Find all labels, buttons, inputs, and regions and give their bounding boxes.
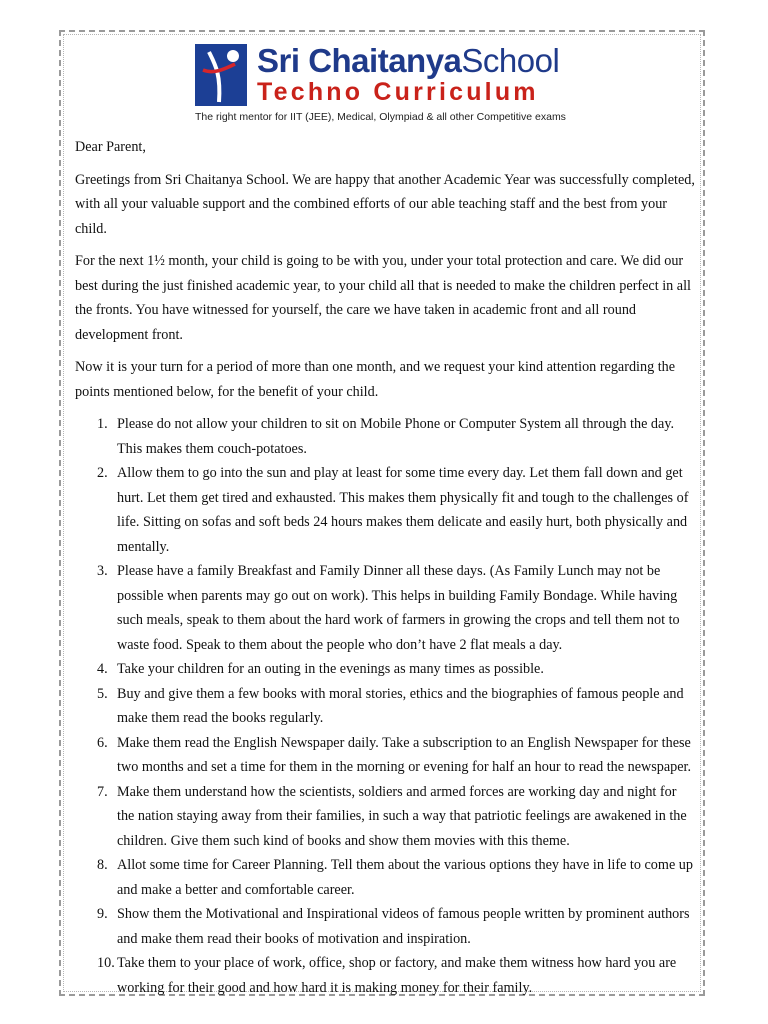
runner-emblem-icon [195,44,247,106]
list-number: 8. [97,857,108,873]
list-item [75,731,695,780]
list-item [75,412,695,461]
list-number: 3. [97,563,108,579]
list-item [75,657,695,682]
tagline: The right mentor for IIT (JEE), Medical, Olympiad & all other Competitive exams [195,111,566,123]
list-text: Make them read the English Newspaper daily. Take a subscription to an English Newspaper for these two months and set a time for them in the morning or evening for half an hour to read the newspaper. [117,734,692,775]
list-number: 6. [97,734,108,751]
list-number: 9. [97,906,108,922]
salutation: Dear Parent, [75,139,146,155]
list-number: 1. [97,416,108,432]
letter-body [75,135,695,1000]
list-text: Make them understand how the scientists, soldiers and armed forces are working day and night for the nation staying away from their families, in such a way that patriotic feelings are awakened in the children. Give them such kind of books and show them movies with this theme. [117,783,687,849]
list-item [75,682,695,731]
list-text: Allow them to go into the sun and play at least for some time every day. Let them fall down and get hurt. Let them get tired and exhausted. This makes them physically fit and tough to the challenges of life. Sitting on sofas and soft beds 24 hours makes them delicate and easily hurt, both physically and mentally. [117,465,689,555]
list-number: 4. [97,661,108,677]
list-item [75,902,695,951]
school-name-bold: Sri Chaitanya [257,42,462,79]
list-text: Take your children for an outing in the evenings as many times as possible. [117,661,544,677]
school-logo [195,42,565,122]
paragraph: Greetings from Sri Chaitanya School. We are happy that another Academic Year was successfully completed, with all your valuable support and the combined efforts of our able teaching staff and the best from your child. [75,171,695,237]
list-number: 5. [97,685,108,702]
points-list [75,412,695,1000]
paragraph: Now it is your turn for a period of more than one month, and we request your kind attention regarding the points mentioned below, for the benefit of your child. [75,359,676,400]
list-text: Please have a family Breakfast and Family Dinner all these days. (As Family Lunch may not be possible when parents may go out on work). This helps in building Family Bondage. While having such meals, speak to them about the hard work of farmers in growing the crops and tell them not to waste food. Speak to them about the people who don’t have 2 flat meals a day. [117,563,680,653]
school-name-light: School [461,42,560,79]
list-text: Allot some time for Career Planning. Tell them about the various options they have in life to come up and make a better and comfortable career. [117,857,693,898]
list-item [75,780,695,854]
list-text: Buy and give them a few books with moral stories, ethics and the biographies of famous people and make them read the books regularly. [117,685,684,726]
curriculum-title: Techno Curriculum [257,78,539,106]
list-text: Take them to your place of work, office, shop or factory, and make them witness how hard you are working for their good and how hard it is making money for their family. [117,955,677,996]
list-number: 2. [97,465,108,481]
list-number: 10. [97,955,115,971]
paragraph: For the next 1½ month, your child is going to be with you, under your total protection and care. We did our best during the just finished academic year, to your child all that is needed to make the children perfect in all the fronts. You have witnessed for yourself, the care we have taken in academic front and all round development front. [75,253,691,343]
list-item [75,461,695,559]
list-number: 7. [97,783,108,800]
school-name [257,42,559,80]
list-text: Please do not allow your children to sit on Mobile Phone or Computer System all through the day. This makes them couch-potatoes. [117,416,675,457]
list-text: Show them the Motivational and Inspirational videos of famous people written by prominent authors and make them read their books of motivation and inspiration. [117,906,690,947]
list-item [75,951,695,1000]
list-item [75,559,695,657]
list-item [75,853,695,902]
